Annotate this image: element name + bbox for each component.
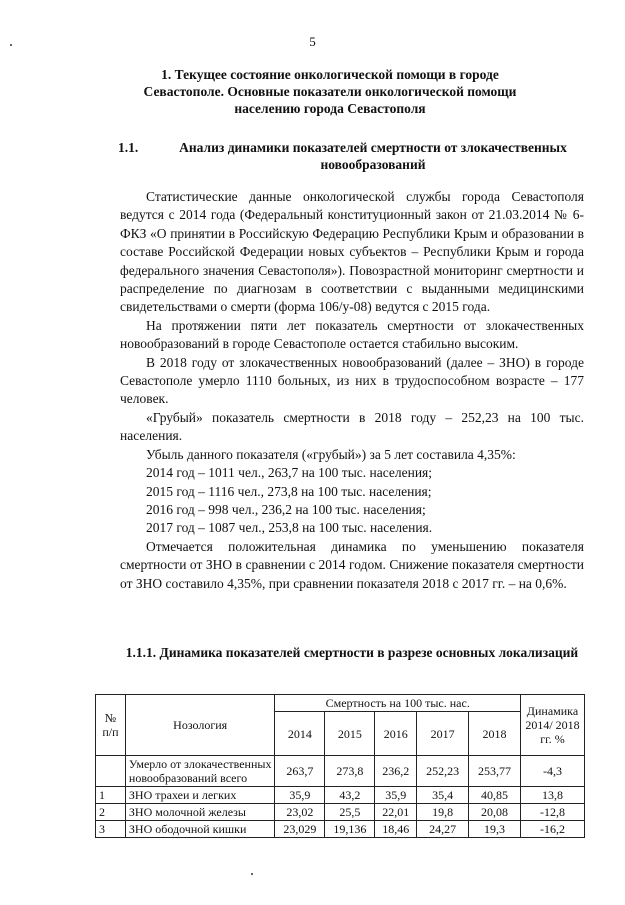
subsection-title: 1.1.1. Динамика показателей смертности в разрезе основных локализаций — [125, 645, 579, 660]
paragraph: «Грубый» показатель смертности в 2018 году – 252,23 на 100 тыс. населения. — [120, 409, 584, 444]
cell-value: 252,23 — [417, 756, 469, 787]
cell-value: 19,136 — [325, 821, 375, 838]
year-stat: 2017 год – 1087 чел., 253,8 на 100 тыс. населения. — [146, 520, 433, 536]
cell-value: 236,2 — [375, 756, 417, 787]
section-number: 1.1. — [118, 140, 139, 155]
header-year: 2016 — [375, 712, 417, 756]
cell-dynamics: -16,2 — [520, 821, 584, 838]
cell-value: 35,9 — [275, 787, 325, 804]
cell-value: 43,2 — [325, 787, 375, 804]
cell-dynamics: -4,3 — [520, 756, 584, 787]
mortality-table — [95, 694, 585, 838]
cell-value: 35,9 — [375, 787, 417, 804]
row-nosology: Умерло от злокачественных новообразований всего — [125, 756, 275, 787]
cell-value: 22,01 — [375, 804, 417, 821]
row-nosology: ЗНО молочной железы — [125, 804, 275, 821]
header-year: 2018 — [469, 712, 521, 756]
cell-dynamics: -12,8 — [520, 804, 584, 821]
body-text — [120, 188, 584, 593]
cell-dynamics: 13,8 — [520, 787, 584, 804]
header-number: № п/п — [96, 695, 126, 756]
cell-value: 23,02 — [275, 804, 325, 821]
header-year: 2017 — [417, 712, 469, 756]
year-stat: 2016 год – 998 чел., 236,2 на 100 тыс. населения; — [146, 501, 426, 517]
table-row — [96, 804, 585, 821]
section-heading — [118, 139, 588, 173]
cell-value: 263,7 — [275, 756, 325, 787]
table-row — [96, 821, 585, 838]
cell-value: 19,8 — [417, 804, 469, 821]
cell-value: 19,3 — [469, 821, 521, 838]
header-dynamics: Динамика 2014/ 2018 гг. % — [520, 695, 584, 756]
row-number: 2 — [96, 804, 126, 821]
row-nosology: ЗНО трахеи и легких — [125, 787, 275, 804]
cell-value: 40,85 — [469, 787, 521, 804]
cell-value: 18,46 — [375, 821, 417, 838]
year-stat: 2014 год – 1011 чел., 263,7 на 100 тыс. населения; — [146, 465, 433, 481]
paragraph: На протяжении пяти лет показатель смертности от злокачественных новообразований в городе Севастополе остается стабильно высоким. — [120, 317, 584, 352]
row-number: 1 — [96, 787, 126, 804]
cell-value: 24,27 — [417, 821, 469, 838]
cell-value: 273,8 — [325, 756, 375, 787]
paragraph: Убыль данного показателя («грубый») за 5 лет составила 4,35%: — [146, 446, 516, 462]
page-title: 1. Текущее состояние онкологической помощи в городе Севастополе. Основные показатели онкологической помощи населению города Севастополя — [143, 67, 517, 116]
header-mortality: Смертность на 100 тыс. нас. — [275, 695, 521, 712]
cell-value: 20,08 — [469, 804, 521, 821]
year-stat: 2015 год – 1116 чел., 273,8 на 100 тыс. населения; — [146, 483, 432, 499]
table-row — [96, 787, 585, 804]
cell-value: 253,77 — [469, 756, 521, 787]
row-number — [96, 756, 126, 787]
scan-speck — [251, 873, 253, 875]
header-nosology: Нозология — [125, 695, 275, 756]
row-nosology: ЗНО ободочной кишки — [125, 821, 275, 838]
paragraph: Статистические данные онкологической службы города Севастополя ведутся с 2014 года (Федеральный конституционный закон от 21.03.2014 № 6-ФКЗ «О принятии в Российскую Федерацию Республики Крым и образовании в составе Российской Федерации новых субъектов – Республики Крым и города федерального значения Севастополя»). Повозрастной мониторинг смертности и распределение по диагнозам в соответствии с выданными медицинскими свидетельствами о смерти (форма 106/у-08) ведутся с 2015 года. — [120, 189, 584, 315]
cell-value: 23,029 — [275, 821, 325, 838]
header-year: 2015 — [325, 712, 375, 756]
page-number: 5 — [309, 34, 316, 49]
cell-value: 25,5 — [325, 804, 375, 821]
row-number: 3 — [96, 821, 126, 838]
section-title: Анализ динамики показателей смертности от злокачественных новообразований — [179, 140, 567, 172]
table-row — [96, 756, 585, 787]
paragraph: Отмечается положительная динамика по уменьшению показателя смертности от ЗНО в сравнении с 2014 годом. Снижение показателя смертности от ЗНО составило 4,35%, при сравнении показателя 2018 с 2017 гг. – на 0,6%. — [120, 538, 584, 591]
header-year: 2014 — [275, 712, 325, 756]
paragraph: В 2018 году от злокачественных новообразований (далее – ЗНО) в городе Севастополе умерло 1110 больных, из них в трудоспособном возрасте – 177 человек. — [120, 354, 584, 407]
cell-value: 35,4 — [417, 787, 469, 804]
